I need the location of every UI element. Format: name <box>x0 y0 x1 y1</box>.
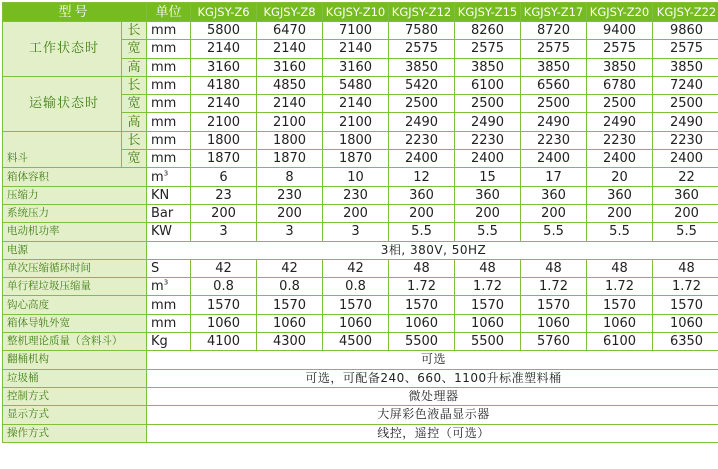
value-cell: 15 <box>455 168 521 186</box>
value-cell: 22 <box>653 168 718 186</box>
value-cell: 2575 <box>521 40 587 58</box>
value-cell: 48 <box>455 259 521 277</box>
group-label: 料斗 <box>3 131 122 168</box>
value-cell: 8260 <box>455 22 521 40</box>
value-cell: 2500 <box>587 95 653 113</box>
value-cell: 6 <box>191 168 257 186</box>
value-cell: 1870 <box>257 150 323 168</box>
value-cell: 2100 <box>323 113 389 131</box>
header-model-name: KGJSY-Z22 <box>653 3 718 22</box>
value-cell: 6560 <box>521 76 587 94</box>
value-cell: 6470 <box>257 22 323 40</box>
value-cell: 2140 <box>257 40 323 58</box>
value-cell: 4300 <box>257 333 323 351</box>
value-cell: 1570 <box>389 296 455 314</box>
unit-text: mm <box>151 315 177 331</box>
merged-value: 微处理器 <box>147 387 718 405</box>
value-cell: 2500 <box>455 95 521 113</box>
unit-text: m <box>151 169 164 185</box>
value-cell: 6100 <box>455 76 521 94</box>
table-row <box>3 22 718 40</box>
value-cell: 1870 <box>323 150 389 168</box>
value-cell: 200 <box>653 204 718 222</box>
value-cell: 1.72 <box>587 278 653 296</box>
value-cell: 360 <box>587 186 653 204</box>
unit-superscript: 3 <box>163 169 169 178</box>
value-cell: 2500 <box>389 95 455 113</box>
value-cell: 42 <box>323 259 389 277</box>
value-cell: 2490 <box>653 113 718 131</box>
table-row <box>3 204 718 222</box>
value-cell: 2400 <box>389 150 455 168</box>
value-cell: 9400 <box>587 22 653 40</box>
row-label: 垃圾桶 <box>3 369 147 387</box>
value-cell: 7580 <box>389 22 455 40</box>
value-cell: 5760 <box>521 333 587 351</box>
table-row <box>3 333 718 351</box>
value-cell: 8 <box>257 168 323 186</box>
value-cell: 3160 <box>257 58 323 76</box>
value-cell: 2575 <box>653 40 718 58</box>
dimension-label: 宽 <box>122 40 147 58</box>
value-cell: 8720 <box>521 22 587 40</box>
value-cell: 5500 <box>455 333 521 351</box>
merged-value: 3相, 380V, 50HZ <box>147 241 718 259</box>
header-unit: 单位 <box>147 3 191 22</box>
dimension-label: 高 <box>122 58 147 76</box>
value-cell: 7240 <box>653 76 718 94</box>
unit-superscript: 3 <box>163 278 169 287</box>
row-label: 箱体导轨外宽 <box>3 314 147 332</box>
value-cell: 2575 <box>455 40 521 58</box>
value-cell: 5.5 <box>587 223 653 241</box>
value-cell: 1570 <box>521 296 587 314</box>
table-row <box>3 223 718 241</box>
unit-cell <box>147 259 191 277</box>
value-cell: 2230 <box>587 131 653 149</box>
value-cell: 2140 <box>323 40 389 58</box>
value-cell: 6780 <box>587 76 653 94</box>
value-cell: 0.8 <box>323 278 389 296</box>
unit-cell: mm <box>147 150 191 168</box>
value-cell: 3160 <box>191 58 257 76</box>
header-model-name: KGJSY-Z12 <box>389 3 455 22</box>
value-cell: 2490 <box>521 113 587 131</box>
unit-cell <box>147 186 191 204</box>
group-label: 工作状态时 <box>3 22 122 77</box>
value-cell: 1800 <box>191 131 257 149</box>
unit-cell <box>147 314 191 332</box>
value-cell: 1060 <box>587 314 653 332</box>
value-cell: 1570 <box>191 296 257 314</box>
row-label: 压缩力 <box>3 186 147 204</box>
table-row <box>3 406 718 424</box>
value-cell: 1.72 <box>455 278 521 296</box>
value-cell: 360 <box>455 186 521 204</box>
unit-text: Kg <box>151 334 168 350</box>
value-cell: 230 <box>257 186 323 204</box>
value-cell: 200 <box>191 204 257 222</box>
value-cell: 3850 <box>653 58 718 76</box>
row-label: 控制方式 <box>3 387 147 405</box>
row-label: 钩心高度 <box>3 296 147 314</box>
value-cell: 20 <box>587 168 653 186</box>
value-cell: 2100 <box>257 113 323 131</box>
value-cell: 2490 <box>587 113 653 131</box>
value-cell: 360 <box>521 186 587 204</box>
value-cell: 2140 <box>323 95 389 113</box>
value-cell: 2400 <box>653 150 718 168</box>
merged-value: 大屏彩色液晶显示器 <box>147 406 718 424</box>
value-cell: 3 <box>191 223 257 241</box>
header-model: 型号 <box>3 3 147 22</box>
unit-cell: mm <box>147 22 191 40</box>
value-cell: 2400 <box>455 150 521 168</box>
unit-text: m <box>151 279 164 295</box>
value-cell: 200 <box>323 204 389 222</box>
value-cell: 48 <box>587 259 653 277</box>
value-cell: 48 <box>521 259 587 277</box>
value-cell: 3850 <box>521 58 587 76</box>
value-cell: 48 <box>389 259 455 277</box>
value-cell: 2500 <box>653 95 718 113</box>
value-cell: 3 <box>323 223 389 241</box>
value-cell: 1800 <box>323 131 389 149</box>
header-model-name: KGJSY-Z6 <box>191 3 257 22</box>
value-cell: 2100 <box>191 113 257 131</box>
row-label: 操作方式 <box>3 424 147 442</box>
unit-cell: mm <box>147 40 191 58</box>
row-label: 整机理论质量（含料斗） <box>3 333 147 351</box>
value-cell: 1570 <box>653 296 718 314</box>
value-cell: 6100 <box>587 333 653 351</box>
value-cell: 1570 <box>323 296 389 314</box>
row-label: 单次压缩循环时间 <box>3 259 147 277</box>
header-model-name: KGJSY-Z8 <box>257 3 323 22</box>
dimension-label: 宽 <box>122 150 147 168</box>
value-cell: 6350 <box>653 333 718 351</box>
value-cell: 2490 <box>455 113 521 131</box>
unit-cell: mm <box>147 113 191 131</box>
unit-text: KN <box>151 187 170 203</box>
value-cell: 10 <box>323 168 389 186</box>
table-row <box>3 278 718 296</box>
value-cell: 3850 <box>389 58 455 76</box>
dimension-label: 宽 <box>122 95 147 113</box>
value-cell: 1060 <box>455 314 521 332</box>
value-cell: 12 <box>389 168 455 186</box>
header-model-name: KGJSY-Z20 <box>587 3 653 22</box>
table-row <box>3 387 718 405</box>
spec-table <box>2 2 718 443</box>
value-cell: 2400 <box>587 150 653 168</box>
value-cell: 1060 <box>257 314 323 332</box>
merged-value: 可选 <box>147 351 718 369</box>
unit-text: S <box>151 261 160 276</box>
value-cell: 42 <box>191 259 257 277</box>
value-cell: 360 <box>389 186 455 204</box>
unit-cell <box>147 333 191 351</box>
value-cell: 2140 <box>257 95 323 113</box>
unit-cell <box>147 168 191 186</box>
value-cell: 1870 <box>191 150 257 168</box>
unit-cell <box>147 278 191 296</box>
unit-cell <box>147 296 191 314</box>
row-label: 箱体容积 <box>3 168 147 186</box>
table-body <box>3 22 718 443</box>
value-cell: 7100 <box>323 22 389 40</box>
value-cell: 5800 <box>191 22 257 40</box>
value-cell: 23 <box>191 186 257 204</box>
value-cell: 1800 <box>257 131 323 149</box>
table-row <box>3 424 718 442</box>
value-cell: 4850 <box>257 76 323 94</box>
group-label: 运输状态时 <box>3 76 122 131</box>
value-cell: 48 <box>653 259 718 277</box>
table-row <box>3 259 718 277</box>
value-cell: 200 <box>521 204 587 222</box>
row-label: 翻桶机构 <box>3 351 147 369</box>
value-cell: 3160 <box>323 58 389 76</box>
value-cell: 42 <box>257 259 323 277</box>
value-cell: 3 <box>257 223 323 241</box>
unit-text: KW <box>151 224 172 240</box>
merged-value: 可选，可配备240、660、1100升标准塑料桶 <box>147 369 718 387</box>
row-label: 系统压力 <box>3 204 147 222</box>
unit-cell: mm <box>147 76 191 94</box>
value-cell: 5.5 <box>521 223 587 241</box>
value-cell: 1570 <box>455 296 521 314</box>
value-cell: 5.5 <box>653 223 718 241</box>
value-cell: 1060 <box>653 314 718 332</box>
table-row <box>3 296 718 314</box>
value-cell: 5500 <box>389 333 455 351</box>
table-row <box>3 241 718 259</box>
value-cell: 2140 <box>191 95 257 113</box>
table-row <box>3 186 718 204</box>
table-row <box>3 314 718 332</box>
value-cell: 1570 <box>587 296 653 314</box>
table-row <box>3 369 718 387</box>
row-label: 单行程垃圾压缩量 <box>3 278 147 296</box>
header-model-name: KGJSY-Z15 <box>455 3 521 22</box>
value-cell: 1570 <box>257 296 323 314</box>
dimension-label: 长 <box>122 22 147 40</box>
table-row <box>3 168 718 186</box>
value-cell: 2575 <box>389 40 455 58</box>
unit-text: Bar <box>151 206 174 222</box>
value-cell: 1060 <box>389 314 455 332</box>
unit-cell <box>147 204 191 222</box>
value-cell: 1060 <box>521 314 587 332</box>
value-cell: 200 <box>257 204 323 222</box>
value-cell: 2575 <box>587 40 653 58</box>
header-model-name: KGJSY-Z10 <box>323 3 389 22</box>
dimension-label: 高 <box>122 113 147 131</box>
unit-cell: mm <box>147 131 191 149</box>
value-cell: 2140 <box>191 40 257 58</box>
value-cell: 1060 <box>323 314 389 332</box>
header-row <box>3 3 718 22</box>
unit-cell <box>147 223 191 241</box>
value-cell: 2230 <box>389 131 455 149</box>
value-cell: 0.8 <box>257 278 323 296</box>
value-cell: 1.72 <box>389 278 455 296</box>
value-cell: 4100 <box>191 333 257 351</box>
value-cell: 5.5 <box>389 223 455 241</box>
value-cell: 230 <box>323 186 389 204</box>
row-label: 电源 <box>3 241 147 259</box>
value-cell: 2400 <box>521 150 587 168</box>
merged-value: 线控，遥控（可选） <box>147 424 718 442</box>
value-cell: 0.8 <box>191 278 257 296</box>
row-label: 电动机功率 <box>3 223 147 241</box>
header-model-name: KGJSY-Z17 <box>521 3 587 22</box>
value-cell: 1060 <box>191 314 257 332</box>
value-cell: 200 <box>389 204 455 222</box>
value-cell: 5420 <box>389 76 455 94</box>
value-cell: 4180 <box>191 76 257 94</box>
unit-cell: mm <box>147 95 191 113</box>
value-cell: 200 <box>455 204 521 222</box>
value-cell: 2230 <box>653 131 718 149</box>
unit-text: mm <box>151 297 177 313</box>
value-cell: 2500 <box>521 95 587 113</box>
value-cell: 4500 <box>323 333 389 351</box>
value-cell: 2230 <box>521 131 587 149</box>
value-cell: 1.72 <box>653 278 718 296</box>
value-cell: 5480 <box>323 76 389 94</box>
value-cell: 360 <box>653 186 718 204</box>
value-cell: 200 <box>587 204 653 222</box>
value-cell: 1.72 <box>521 278 587 296</box>
value-cell: 2230 <box>455 131 521 149</box>
value-cell: 9860 <box>653 22 718 40</box>
dimension-label: 长 <box>122 76 147 94</box>
table-row <box>3 351 718 369</box>
value-cell: 5.5 <box>455 223 521 241</box>
value-cell: 3850 <box>587 58 653 76</box>
value-cell: 3850 <box>455 58 521 76</box>
dimension-label: 长 <box>122 131 147 149</box>
table-row <box>3 131 718 149</box>
value-cell: 2490 <box>389 113 455 131</box>
table-row <box>3 76 718 94</box>
row-label: 显示方式 <box>3 406 147 424</box>
value-cell: 17 <box>521 168 587 186</box>
unit-cell: mm <box>147 58 191 76</box>
